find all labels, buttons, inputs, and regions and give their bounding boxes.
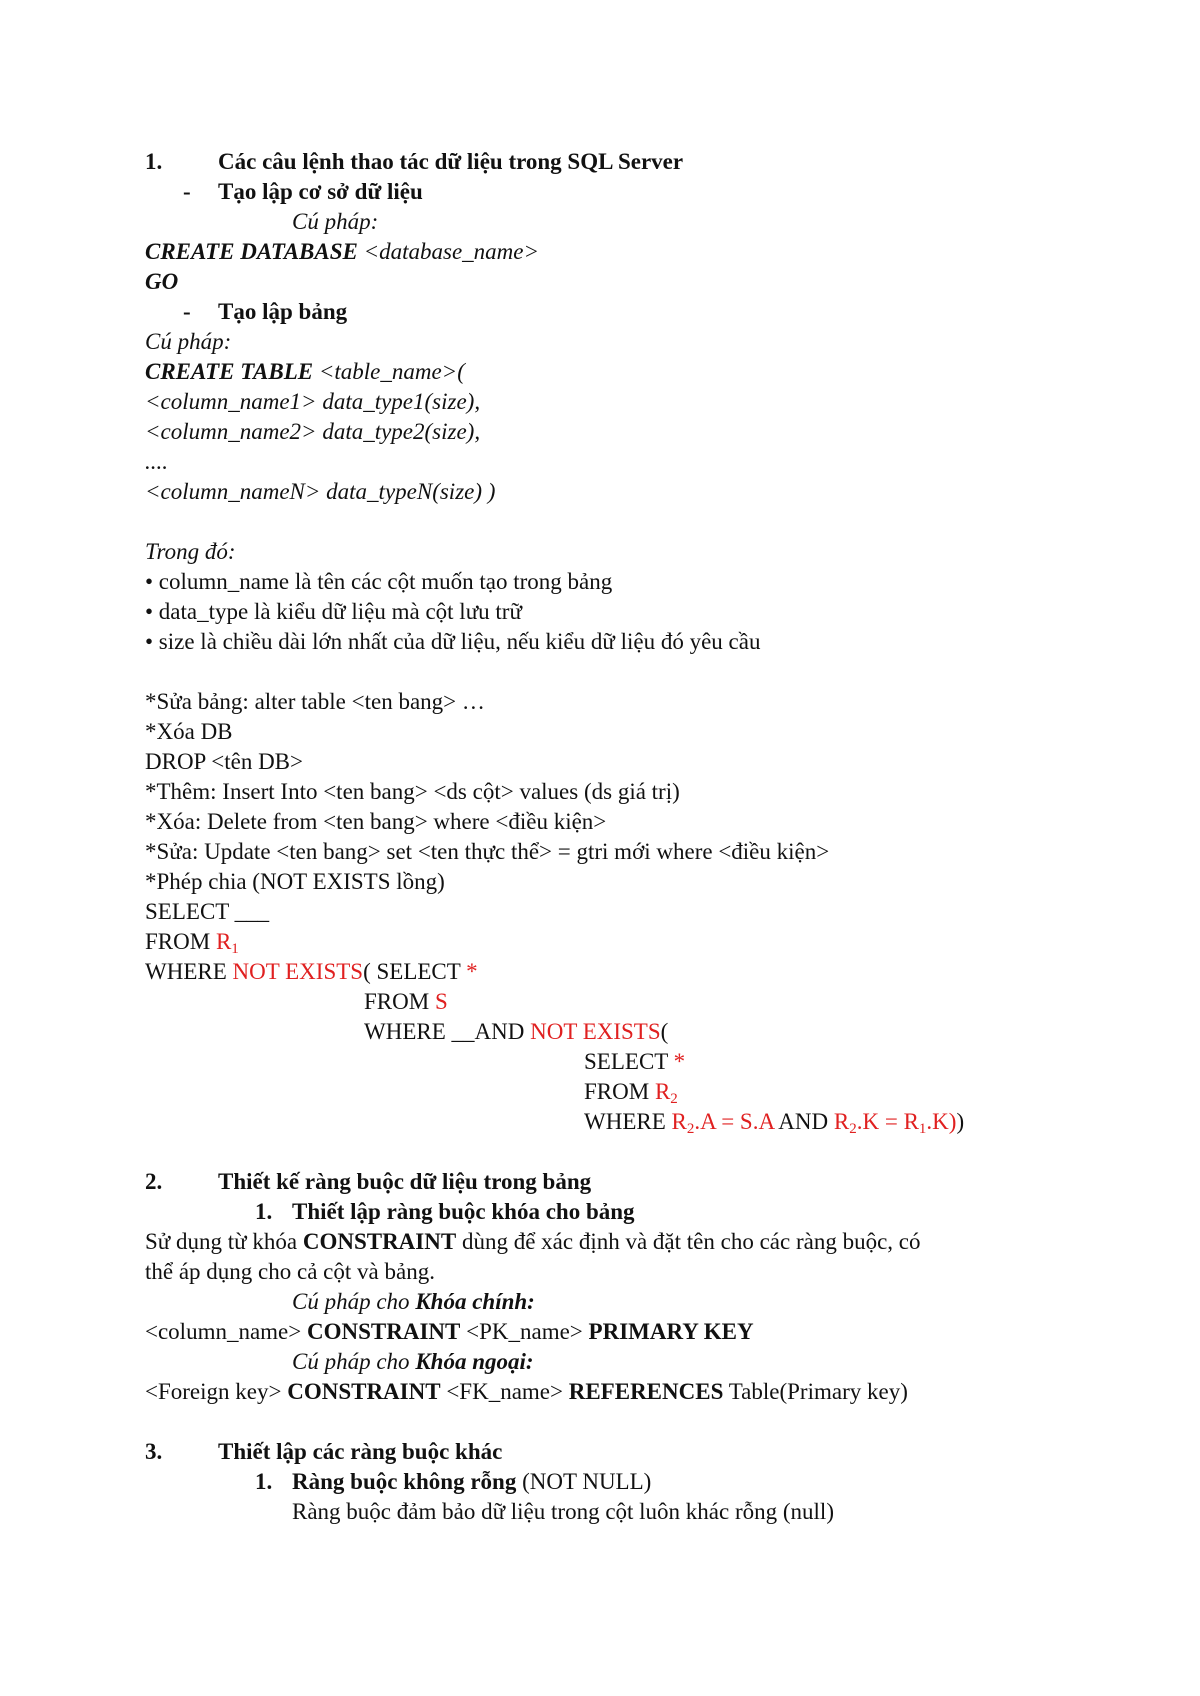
section3-number: 3. xyxy=(145,1439,163,1464)
create-table-param: <table_name>( xyxy=(318,359,465,384)
pk-label-bold: Khóa chính: xyxy=(415,1289,535,1314)
section2-sub1-title: Thiết lập ràng buộc khóa cho bảng xyxy=(292,1199,635,1224)
section3-sub1-suffix: (NOT NULL) xyxy=(516,1469,652,1494)
inner-select-kw: ( SELECT xyxy=(363,959,467,984)
sub-create-table-title: Tạo lập bảng xyxy=(218,299,348,324)
pk-label-text: Cú pháp cho xyxy=(292,1289,416,1314)
column-line-n: <column_nameN> data_typeN(size) ) xyxy=(145,479,496,504)
create-table-line xyxy=(145,357,465,387)
sub-create-db-title: Tạo lập cơ sở dữ liệu xyxy=(218,179,423,204)
note-insert: *Thêm: Insert Into <ten bang> <ds cột> values (ds giá trị) xyxy=(145,779,680,804)
query-inner-select xyxy=(584,1047,685,1077)
column-ellipsis: .... xyxy=(145,449,168,474)
section3-title: Thiết lập các ràng buộc khác xyxy=(218,1439,503,1464)
query-inner-where xyxy=(584,1107,964,1137)
create-db-line xyxy=(145,237,539,267)
query-where xyxy=(145,957,478,987)
relation-sub: 2 xyxy=(849,1121,857,1137)
where-kw: WHERE xyxy=(584,1109,672,1134)
cond-k-end: .K) xyxy=(926,1109,957,1134)
fk-col: <Foreign key> xyxy=(145,1379,288,1404)
not-exists-kw: NOT EXISTS xyxy=(232,959,364,984)
relation-r: R xyxy=(654,1079,671,1104)
fk-table: Table(Primary key) xyxy=(723,1379,908,1404)
sub-create-table-dash: - xyxy=(183,299,191,324)
pk-name: <PK_name> xyxy=(460,1319,589,1344)
query-inner-from xyxy=(584,1077,678,1107)
column-line-1: <column_name1> data_type1(size), xyxy=(145,389,481,414)
fk-syntax-line xyxy=(145,1377,908,1407)
star: * xyxy=(466,959,478,984)
create-db-param: <database_name> xyxy=(363,239,540,264)
relation-r: R xyxy=(671,1109,687,1134)
open-paren: ( xyxy=(660,1019,669,1044)
fk-label-text: Cú pháp cho xyxy=(292,1349,416,1374)
relation-s: S xyxy=(434,989,448,1014)
fk-constraint-kw: CONSTRAINT xyxy=(287,1379,441,1404)
close-paren: ) xyxy=(956,1109,965,1134)
para-text: dùng để xác định và đặt tên cho các ràng buộc, có xyxy=(456,1229,921,1254)
section3-sub1-desc: Ràng buộc đảm bảo dữ liệu trong cột luôn khác rỗng (null) xyxy=(292,1499,834,1524)
section3-sub1 xyxy=(255,1467,272,1497)
sub-create-db-dash: - xyxy=(183,179,191,204)
note-delete: *Xóa: Delete from <ten bang> where <điều kiện> xyxy=(145,809,607,834)
note-alter: *Sửa bảng: alter table <ten bang> … xyxy=(145,689,485,714)
star: * xyxy=(673,1049,686,1074)
and-kw: AND xyxy=(773,1109,834,1134)
section3-sub1-title-line xyxy=(292,1467,651,1497)
create-db-keyword: CREATE DATABASE xyxy=(145,239,358,264)
relation-sub: 2 xyxy=(670,1091,678,1107)
from-kw: FROM xyxy=(364,989,435,1014)
section3-sub1-title: Ràng buộc không rỗng xyxy=(292,1469,517,1494)
pk-constraint-kw: CONSTRAINT xyxy=(307,1319,461,1344)
section2-title: Thiết kế ràng buộc dữ liệu trong bảng xyxy=(218,1169,592,1194)
column-line-2: <column_name2> data_type2(size), xyxy=(145,419,481,444)
para-text: Sử dụng từ khóa xyxy=(145,1229,303,1254)
section2-sub1-number: 1. xyxy=(255,1199,273,1224)
create-table-keyword: CREATE TABLE xyxy=(145,359,314,384)
pk-syntax-line xyxy=(145,1317,754,1347)
constraint-paragraph-line2: thể áp dụng cho cả cột và bảng. xyxy=(145,1259,435,1284)
relation-sub: 2 xyxy=(686,1121,695,1137)
select-kw: SELECT xyxy=(584,1049,674,1074)
go-keyword: GO xyxy=(145,269,179,294)
note-drop-title: *Xóa DB xyxy=(145,719,233,744)
primary-key-kw: PRIMARY KEY xyxy=(588,1319,754,1344)
query-from-s xyxy=(364,987,448,1017)
fk-label-bold: Khóa ngoại: xyxy=(415,1349,534,1374)
where-and-kw: WHERE __AND xyxy=(364,1019,531,1044)
relation-r: R xyxy=(833,1109,850,1134)
fk-syntax-label xyxy=(292,1347,534,1377)
section1-title: Các câu lệnh thao tác dữ liệu trong SQL Server xyxy=(218,149,684,174)
section2-number: 2. xyxy=(145,1169,163,1194)
syntax-label: Cú pháp: xyxy=(292,209,379,234)
fk-name: <FK_name> xyxy=(440,1379,569,1404)
pk-syntax-label xyxy=(292,1287,535,1317)
query-from xyxy=(145,927,239,957)
constraint-keyword: CONSTRAINT xyxy=(302,1229,457,1254)
query-from-kw: FROM xyxy=(145,929,216,954)
bullet-item: • data_type là kiểu dữ liệu mà cột lưu trữ xyxy=(145,599,522,624)
syntax-label-2: Cú pháp: xyxy=(145,329,232,354)
relation-r: R xyxy=(215,929,232,954)
relation-sub: 1 xyxy=(231,941,239,957)
relation-r: R xyxy=(903,1109,919,1134)
cond-k: .K = xyxy=(856,1109,904,1134)
bullet-item: • column_name là tên các cột muốn tạo trong bảng xyxy=(145,569,613,594)
references-kw: REFERENCES xyxy=(568,1379,724,1404)
not-exists-kw-2: NOT EXISTS xyxy=(530,1019,661,1044)
where-label: Trong đó: xyxy=(145,539,236,564)
note-division: *Phép chia (NOT EXISTS lồng) xyxy=(145,869,445,894)
section3-sub1-number: 1. xyxy=(255,1469,273,1494)
bullet-item: • size là chiều dài lớn nhất của dữ liệu, nếu kiểu dữ liệu đó yêu cầu xyxy=(145,629,761,654)
constraint-paragraph xyxy=(145,1227,921,1257)
note-drop: DROP <tên DB> xyxy=(145,749,303,774)
query-select: SELECT ___ xyxy=(145,899,270,924)
section1-number: 1. xyxy=(145,149,163,174)
note-update: *Sửa: Update <ten bang> set <ten thực thể> = gtri mới where <điều kiện> xyxy=(145,839,830,864)
query-where-kw: WHERE xyxy=(145,959,233,984)
query-where-and xyxy=(364,1017,668,1047)
pk-col: <column_name> xyxy=(145,1319,307,1344)
relation-sub: 1 xyxy=(918,1121,927,1137)
from-kw: FROM xyxy=(584,1079,655,1104)
cond-a: .A = S.A xyxy=(694,1109,774,1134)
